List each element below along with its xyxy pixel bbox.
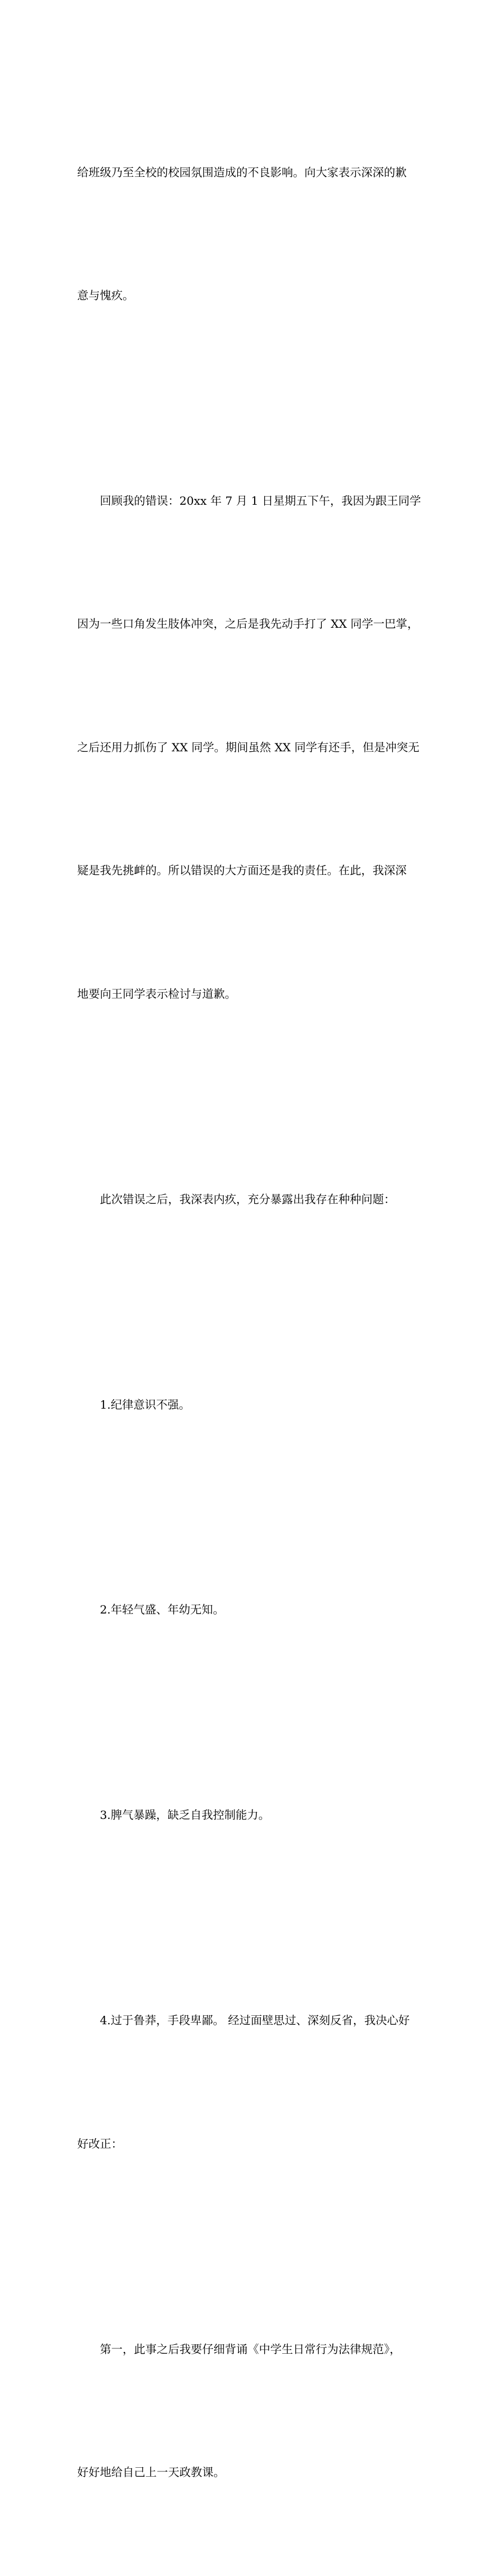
- list-item-3: [77, 1713, 427, 1919]
- text-line: 地要向王同学表示检讨与道歉。: [77, 987, 237, 1001]
- list-item-2: [77, 1508, 427, 1713]
- paragraph-impact-apology: [77, 70, 427, 399]
- text-line: 疑是我先挑衅的。所以错误的大方面还是我的责任。在此，我深深: [77, 864, 407, 878]
- text-line: 因为一些口角发生肢体冲突，之后是我先动手打了 XX 同学一巴掌，: [77, 618, 419, 631]
- document-body: [77, 70, 427, 2576]
- text-line: 意与愧疚。: [77, 289, 134, 303]
- text-line: 2.年轻气盛、年幼无知。: [100, 1603, 225, 1617]
- text-line: 好好地给自己上一天政教课。: [77, 2466, 225, 2480]
- paragraph-problems-intro: [77, 1097, 427, 1303]
- text-line: 4.过于鲁莽，手段卑鄙。 经过面壁思过、深刻反省，我决心好: [100, 2014, 410, 2028]
- list-item-1: [77, 1303, 427, 1508]
- text-line: 第一，此事之后我要仔细背诵《中学生日常行为法律规范》，: [100, 2343, 401, 2356]
- text-line: 3.脾气暴躁，缺乏自我控制能力。: [100, 1809, 270, 1823]
- text-line: 好改正：: [77, 2137, 123, 2151]
- text-line: 此次错误之后，我深表内疚，充分暴露出我存在种种问题：: [100, 1193, 396, 1206]
- text-line: 给班级乃至全校的校园氛围造成的不良影响。向大家表示深深的歉: [77, 166, 407, 180]
- list-item-4: [77, 1919, 427, 2247]
- text-line: 1.纪律意识不强。: [100, 1398, 191, 1412]
- text-line: 回顾我的错误：20xx 年 7 月 1 日星期五下午，我因为跟王同学: [100, 494, 421, 508]
- paragraph-first-correction: [77, 2247, 427, 2575]
- paragraph-review-mistake: [77, 399, 427, 1097]
- text-line: 之后还用力抓伤了 XX 同学。期间虽然 XX 同学有还手，但是冲突无: [77, 741, 420, 754]
